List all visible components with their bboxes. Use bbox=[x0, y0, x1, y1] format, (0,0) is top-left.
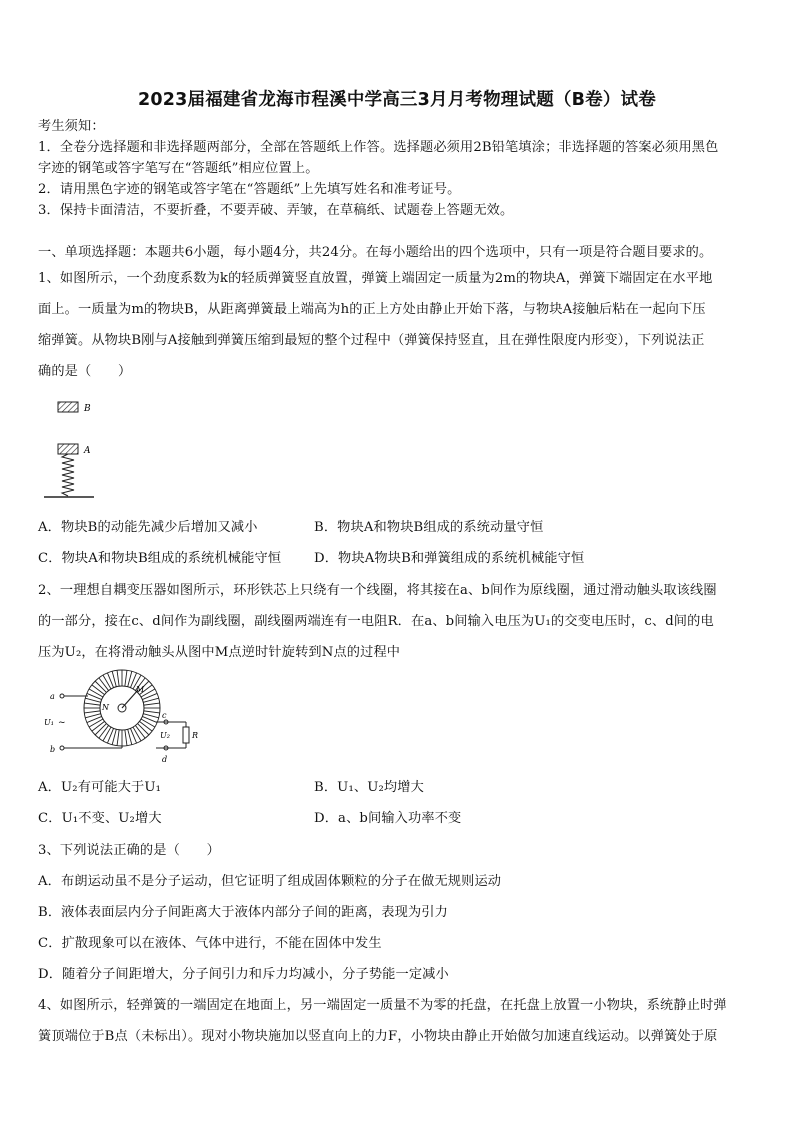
block-a bbox=[58, 444, 78, 454]
q1-option-d: D．物块A物块B和弹簧组成的系统机械能守恒 bbox=[314, 551, 585, 566]
block-b-label: B bbox=[84, 404, 91, 414]
coil-turn bbox=[89, 719, 103, 727]
question-4-line: 簧顶端位于B点（未标出）。现对小物块施加以竖直向上的力F，小物块由静止开始做匀加速直线运动。以弹簧处于原 bbox=[38, 1029, 718, 1044]
q1-option-c: C．物块A和物块B组成的系统机械能守恒 bbox=[38, 551, 282, 566]
coil-turn bbox=[103, 675, 111, 689]
coil-turn bbox=[107, 728, 113, 743]
coil-turn bbox=[84, 711, 100, 713]
terminal-b bbox=[60, 746, 64, 750]
coil-turn bbox=[139, 721, 152, 731]
question-2-line: 压为U₂，在将滑动触头从图中M点逆时针旋转到N点的过程中 bbox=[38, 645, 401, 660]
coil-turn bbox=[142, 716, 157, 722]
label-d: d bbox=[162, 755, 168, 764]
coil-turn bbox=[87, 693, 102, 699]
label-u2: U₂ bbox=[160, 731, 170, 740]
coil-turn bbox=[84, 703, 100, 705]
spring-block-figure bbox=[38, 396, 108, 504]
q3-option-b: B．液体表面层内分子间距离大于液体内部分子间的距离，表现为引力 bbox=[38, 905, 448, 920]
resistor-r bbox=[183, 727, 189, 743]
coil-turn bbox=[89, 689, 103, 697]
q3-option-d: D．随着分子间距增大，分子间引力和斥力均减小，分子势能一定减小 bbox=[38, 967, 449, 982]
coil-turn bbox=[117, 730, 119, 746]
notice-item: 3．保持卡面清洁，不要折叠，不要弄破、弄皱，在草稿纸、试题卷上答题无效。 bbox=[38, 203, 514, 218]
coil-turn bbox=[142, 693, 157, 699]
q2-option-a: A．U₂有可能大于U₁ bbox=[38, 780, 162, 795]
page-title: 2023届福建省龙海市程溪中学高三3月月考物理试题（B卷）试卷 bbox=[138, 90, 656, 110]
coil-turn bbox=[92, 685, 105, 695]
q2-option-b: B．U₁、U₂均增大 bbox=[314, 780, 424, 795]
coil-turn bbox=[117, 670, 119, 686]
label-a: a bbox=[50, 692, 55, 701]
label-b: b bbox=[50, 745, 56, 754]
question-1-line: 缩弹簧。从物块B刚与A接触到弹簧压缩到最短的整个过程中（弹簧保持竖直，且在弹性限度内形变），下列说法正 bbox=[38, 333, 705, 348]
coil-turn bbox=[141, 719, 155, 727]
block-a-label: A bbox=[84, 446, 91, 456]
notice-item: 2．请用黑色字迹的钢笔或答字笔在“答题纸”上先填写姓名和准考证号。 bbox=[38, 182, 461, 197]
coil-turn bbox=[85, 714, 100, 718]
terminal-a bbox=[60, 694, 64, 698]
coil-turn bbox=[95, 681, 106, 692]
coil-turn bbox=[125, 730, 127, 746]
label-m: M bbox=[136, 685, 145, 694]
coil-turn bbox=[92, 721, 105, 731]
coil-turn bbox=[112, 671, 116, 686]
coil-turn bbox=[125, 670, 127, 686]
question-1-line: 1、如图所示，一个劲度系数为k的轻质弹簧竖直放置，弹簧上端固定一质量为2m的物块A，弹簧下端固定在水平地 bbox=[38, 271, 713, 286]
notice-heading: 考生须知： bbox=[38, 119, 105, 134]
coil-turn bbox=[99, 725, 109, 738]
label-u1: U₁ bbox=[44, 718, 54, 727]
question-4-line: 4、如图所示，轻弹簧的一端固定在地面上，另一端固定一质量不为零的托盘，在托盘上放置一小物块，系统静止时弹 bbox=[38, 998, 727, 1013]
q3-option-a: A．布朗运动虽不是分子运动，但它证明了组成固体颗粒的分子在做无规则运动 bbox=[38, 874, 502, 889]
spring bbox=[62, 454, 74, 496]
coil-turn bbox=[143, 698, 158, 702]
q1-option-a: A．物块B的动能先减少后增加又减小 bbox=[38, 520, 258, 535]
block-b bbox=[58, 402, 78, 412]
q2-option-d: D．a、b间输入功率不变 bbox=[314, 811, 462, 826]
notice-item: 字迹的钢笔或答字笔写在“答题纸”相应位置上。 bbox=[38, 161, 319, 176]
label-n: N bbox=[102, 703, 109, 712]
question-1-line: 确的是（ ） bbox=[38, 364, 132, 379]
q1-option-b: B．物块A和物块B组成的系统动量守恒 bbox=[314, 520, 544, 535]
question-2-line: 2、一理想自耦变压器如图所示，环形铁芯上只绕有一个线圈，将其接在a、b间作为原线圈，通过滑动触头取该线圈 bbox=[38, 583, 717, 598]
coil-turn bbox=[138, 724, 149, 735]
coil-turn bbox=[135, 725, 145, 738]
coil-turn bbox=[144, 711, 160, 713]
q2-option-c: C．U₁不变、U₂增大 bbox=[38, 811, 162, 826]
coil-turn bbox=[143, 714, 158, 718]
coil-turn bbox=[128, 729, 132, 744]
question-2-line: 的一部分，接在c、d间作为副线圈，副线圈两端连有一电阻R．在a、b间输入电压为U₁的交变电压时，c、d间的电 bbox=[38, 614, 714, 629]
label-r: R bbox=[192, 731, 199, 740]
coil-turn bbox=[144, 703, 160, 705]
coil-turn bbox=[128, 671, 132, 686]
q3-option-c: C．扩散现象可以在液体、气体中进行，不能在固体中发生 bbox=[38, 936, 382, 951]
question-1-line: 面上。一质量为m的物块B，从距离弹簧最上端高为h的正上方处由静止开始下落，与物块A接触后粘在一起向下压 bbox=[38, 302, 706, 317]
section-heading: 一、单项选择题：本题共6小题，每小题4分，共24分。在每小题给出的四个选项中，只有一项是符合题目要求的。 bbox=[38, 245, 713, 260]
question-3-stem: 3、下列说法正确的是（ ） bbox=[38, 843, 220, 858]
coil-turn bbox=[95, 724, 106, 735]
coil-turn bbox=[133, 727, 141, 741]
coil-turn bbox=[87, 716, 102, 722]
notice-item: 1．全卷分选择题和非选择题两部分，全部在答题纸上作答。选择题必须用2B铅笔填涂；非选择题的答案必须用黑色 bbox=[38, 140, 719, 155]
coil-turn bbox=[99, 678, 109, 691]
coil-turn bbox=[112, 729, 116, 744]
autotransformer-figure bbox=[38, 666, 208, 770]
coil-turn bbox=[107, 673, 113, 688]
coil-turn bbox=[85, 698, 100, 702]
ac-source-icon: ~ bbox=[58, 718, 66, 728]
label-c: c bbox=[162, 711, 167, 720]
coil-turn bbox=[130, 728, 136, 743]
coil-turn bbox=[103, 727, 111, 741]
